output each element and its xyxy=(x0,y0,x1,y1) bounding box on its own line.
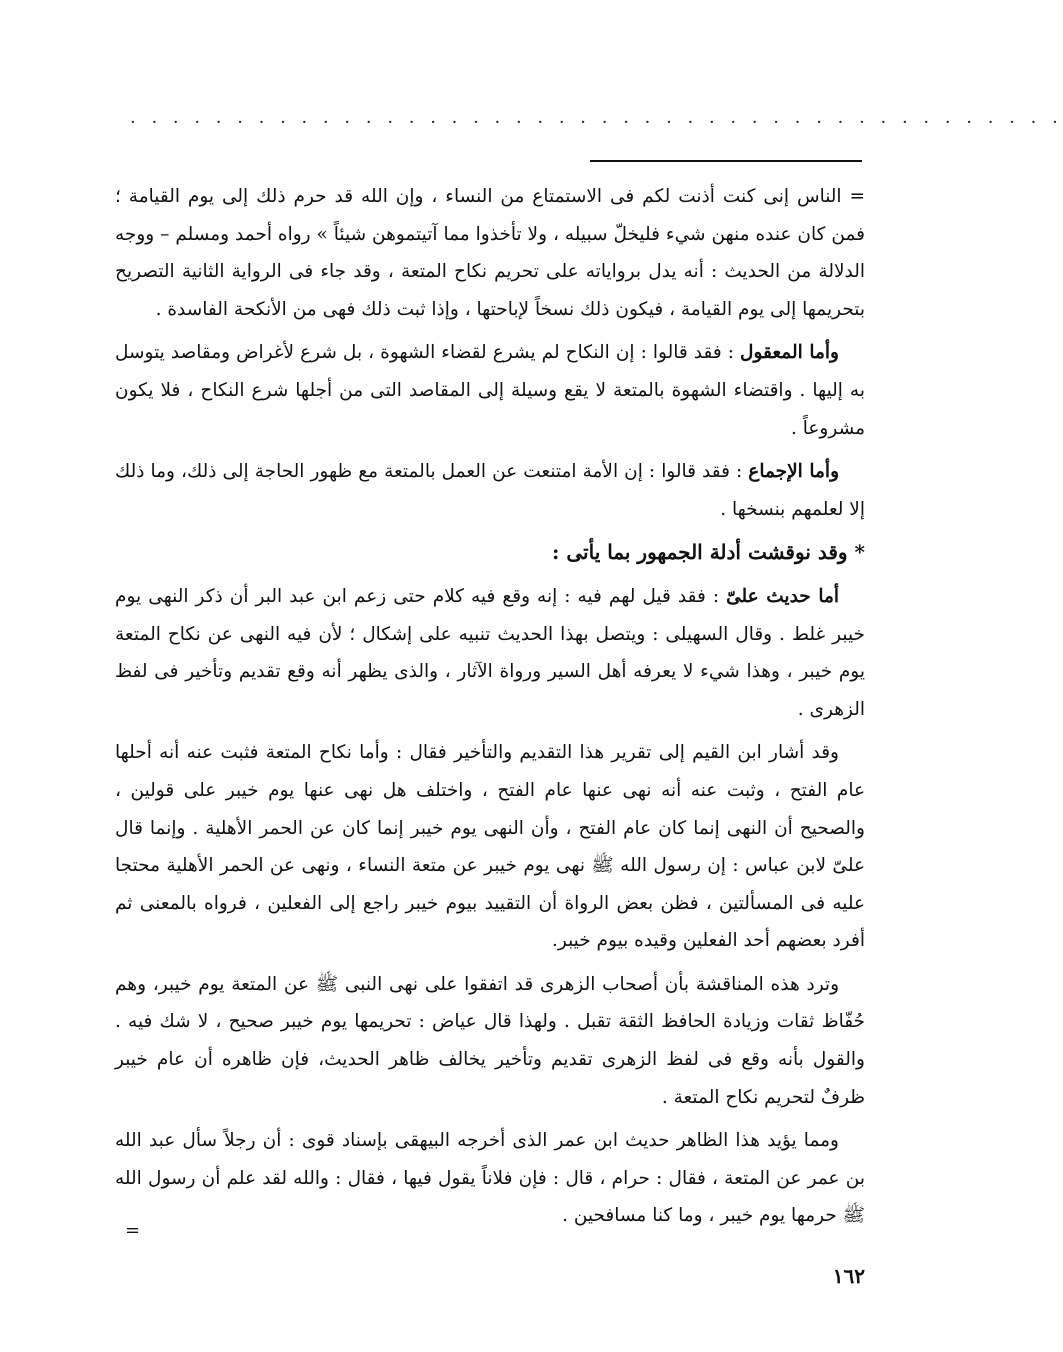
paragraph-5: وقد أشار ابن القيم إلى تقرير هذا التقديم والتأخير فقال : وأما نكاح المتعة فثبت عنه أنه أحلها عام الفتح ، وثبت عنه أنه نهى عنها عام الفتح ، واختلف هل نهى عنها يوم خيبر على قولين ، والصحيح أن النهى إنما كان عام الفتح ، وأن النهى يوم خيبر إنما كان عن الحمر الأهلية . وإنما قال علىّ لابن عباس : إن رسول الله ﷺ نهى يوم خيبر عن متعة النساء ، ونهى عن الحمر الأهلية محتجا عليه فى المسألتين ، فظن بعض الرواة أن التقييد بيوم خيبر راجع إلى الفعلين ، فرواه بالمعنى ثم أفرد بعضهم أحد الفعلين وقيده بيوم خيبر. xyxy=(115,742,865,952)
paragraph-6: وترد هذه المناقشة بأن أصحاب الزهرى قد اتفقوا على نهى النبى ﷺ عن المتعة يوم خيبر، وهم حُفّاظ ثقات وزيادة الحافظ الثقة تقبل . ولهذا قال عياض : تحريمها يوم خيبر صحيح ، لا شك فيه . والقول بأنه وقع فى لفظ الزهرى تقديم وتأخير يخالف ظاهر الحديث، فإن ظاهره أن عام خيبر ظرفٌ لتحريم نكاح المتعة . xyxy=(115,973,865,1108)
paragraph-3 xyxy=(115,453,865,528)
paragraph-7: ومما يؤيد هذا الظاهر حديث ابن عمر الذى أخرجه البيهقى بإسناد قوى : أن رجلاً سأل عبد الله بن عمر عن المتعة ، فقال : حرام ، قال : فإن فلاناً يقول فيها ، فقال : والله لقد علم أن رسول الله ﷺ حرمها يوم خيبر ، وما كنا مسافحين . xyxy=(115,1130,865,1227)
star-icon: * xyxy=(854,540,865,565)
paragraph-4-text: : فقد قيل لهم فيه : إنه وقع فيه كلام حتى زعم ابن عبد البر أن ذكر النهى يوم خيبر غلط . وقال السهيلى : ويتصل بهذا الحديث تنبيه على إشكال ؛ لأن فيه النهى عن نكاح المتعة يوم خيبر ، وهذا شيء لا يعرفه أهل السير ورواة الآثار ، والذى يظهر أنه وقع تقديم وتأخير فى لفظ الزهرى . xyxy=(115,585,865,720)
footnote-body xyxy=(115,178,865,1235)
section-heading xyxy=(115,534,865,572)
paragraph-4 xyxy=(115,578,865,728)
continuation-mark: = xyxy=(125,1220,141,1241)
separator-dots: · · · · · · · · · · · · · · · · · · · · · · · · · · · · · · · · · · · · · · · · · · · · xyxy=(130,112,1063,133)
paragraph-2 xyxy=(115,334,865,447)
paragraph-2-text: : فقد قالوا : إن النكاح لم يشرع لقضاء الشهوة ، بل شرع لأغراض ومقاصد يتوسل به إليها . واقتضاء الشهوة بالمتعة لا يقع وسيلة إلى المقاصد التى من أجلها شرع النكاح ، فلا يكون مشروعاً . xyxy=(115,342,865,439)
paragraph-3-text: : فقد قالوا : إن الأمة امتنعت عن العمل بالمتعة مع ظهور الحاجة إلى ذلك، وما ذلك إلا لعلمهم بنسخها . xyxy=(115,461,865,520)
section-heading-text: وقد نوقشت أدلة الجمهور بما يأتى : xyxy=(552,540,855,565)
paragraph-1: = الناس إنى كنت أذنت لكم فى الاستمتاع من النساء ، وإن الله قد حرم ذلك إلى يوم القيامة ؛ فمن كان عنده منهن شيء فليخلّ سبيله ، ولا تأخذوا مما آتيتموهن شيئاً » رواه أحمد ومسلم – ووجه الدلالة من الحديث : أنه يدل برواياته على تحريم نكاح المتعة ، وقد جاء فى الرواية الثانية التصريح بتحريمها إلى يوم القيامة ، فيكون ذلك نسخاً لإباحتها ، وإذا ثبت ذلك فهى من الأنكحة الفاسدة . xyxy=(115,186,865,320)
paragraph-2-label: وأما المعقول xyxy=(740,342,839,364)
page-number: ١٦٢ xyxy=(832,1264,865,1288)
paragraph-3-label: وأما الإجماع xyxy=(748,461,839,483)
footnote-rule xyxy=(590,160,862,162)
paragraph-4-label: أما حديث علىّ xyxy=(726,585,839,607)
